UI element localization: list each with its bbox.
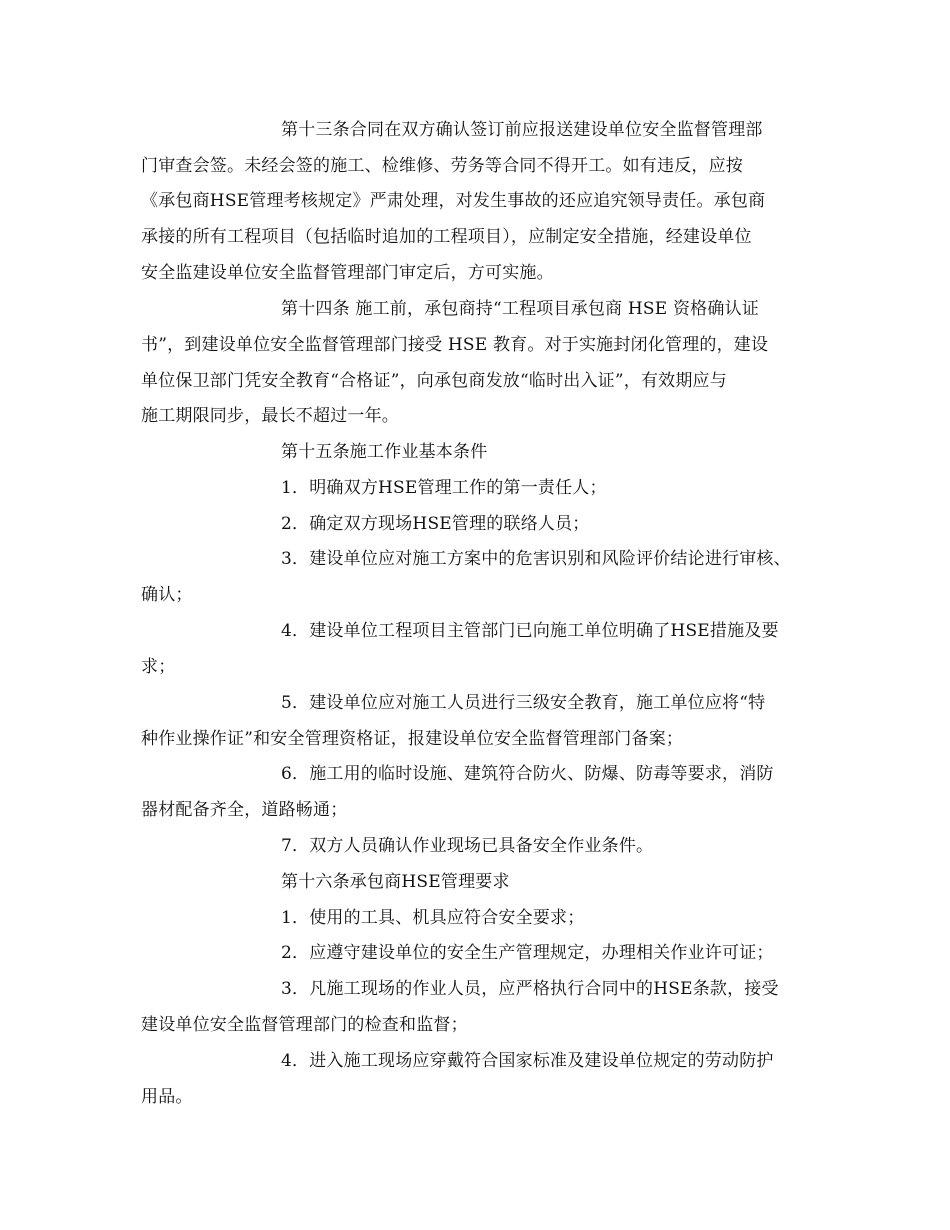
article-15-item-5-line-1: 5．建设单位应对施工人员进行三级安全教育，施工单位应将“特: [281, 693, 766, 713]
article-15-heading: 第十五条施工作业基本条件: [281, 442, 488, 462]
article-15-item-3-line-2: 确认；: [141, 585, 193, 605]
article-14-line-2: 书”，到建设单位安全监督管理部门接受 HSE 教育。对于实施封闭化管理的，建设: [141, 335, 769, 355]
article-16-item-4-line-2: 用品。: [141, 1087, 193, 1107]
article-15-item-6-line-2: 器材配备齐全，道路畅通；: [141, 800, 348, 820]
article-14-line-4: 施工期限同步，最长不超过一年。: [141, 406, 399, 426]
article-15-item-4-line-1: 4．建设单位工程项目主管部门已向施工单位明确了HSE措施及要: [281, 621, 779, 641]
article-16-heading: 第十六条承包商HSE管理要求: [281, 872, 510, 892]
article-15-item-2: 2．确定双方现场HSE管理的联络人员；: [281, 514, 590, 534]
article-13-line-4: 承接的所有工程项目（包括临时追加的工程项目），应制定安全措施，经建设单位: [141, 227, 752, 247]
article-16-item-3-line-2: 建设单位安全监督管理部门的检查和监督；: [141, 1015, 468, 1035]
article-13-line-3: 《承包商HSE管理考核规定》严肃处理，对发生事故的还应追究领导责任。承包商: [141, 191, 766, 211]
article-13-line-1: 第十三条合同在双方确认签订前应报送建设单位安全监督管理部: [281, 120, 763, 140]
article-14-line-3: 单位保卫部门凭安全教育“合格证”，向承包商发放“临时出入证”，有效期应与: [141, 371, 727, 391]
article-13-line-2: 门审查会签。未经会签的施工、检维修、劳务等合同不得开工。如有违反，应按: [141, 156, 743, 176]
article-16-item-2: 2．应遵守建设单位的安全生产管理规定，办理相关作业许可证；: [281, 943, 774, 963]
article-15-item-3-line-1: 3．建设单位应对施工方案中的危害识别和风险评价结论进行审核、: [281, 549, 791, 569]
article-15-item-4-line-2: 求；: [141, 657, 176, 677]
article-15-item-6-line-1: 6．施工用的临时设施、建筑符合防火、防爆、防毒等要求，消防: [281, 764, 774, 784]
article-16-item-3-line-1: 3．凡施工现场的作业人员，应严格执行合同中的HSE条款，接受: [281, 979, 779, 999]
article-14-line-1: 第十四条 施工前，承包商持“工程项目承包商 HSE 资格确认证: [281, 299, 759, 319]
article-13-line-5: 安全监建设单位安全监督管理部门审定后，方可实施。: [141, 263, 554, 283]
article-15-item-7: 7．双方人员确认作业现场已具备安全作业条件。: [281, 836, 654, 856]
article-15-item-5-line-2: 种作业操作证”和安全管理资格证，报建设单位安全监督管理部门备案；: [141, 729, 684, 749]
article-16-item-4-line-1: 4．进入施工现场应穿戴符合国家标准及建设单位规定的劳动防护: [281, 1051, 774, 1071]
article-16-item-1: 1．使用的工具、机具应符合安全要求；: [281, 908, 585, 928]
article-15-item-1: 1．明确双方HSE管理工作的第一责任人；: [281, 478, 607, 498]
